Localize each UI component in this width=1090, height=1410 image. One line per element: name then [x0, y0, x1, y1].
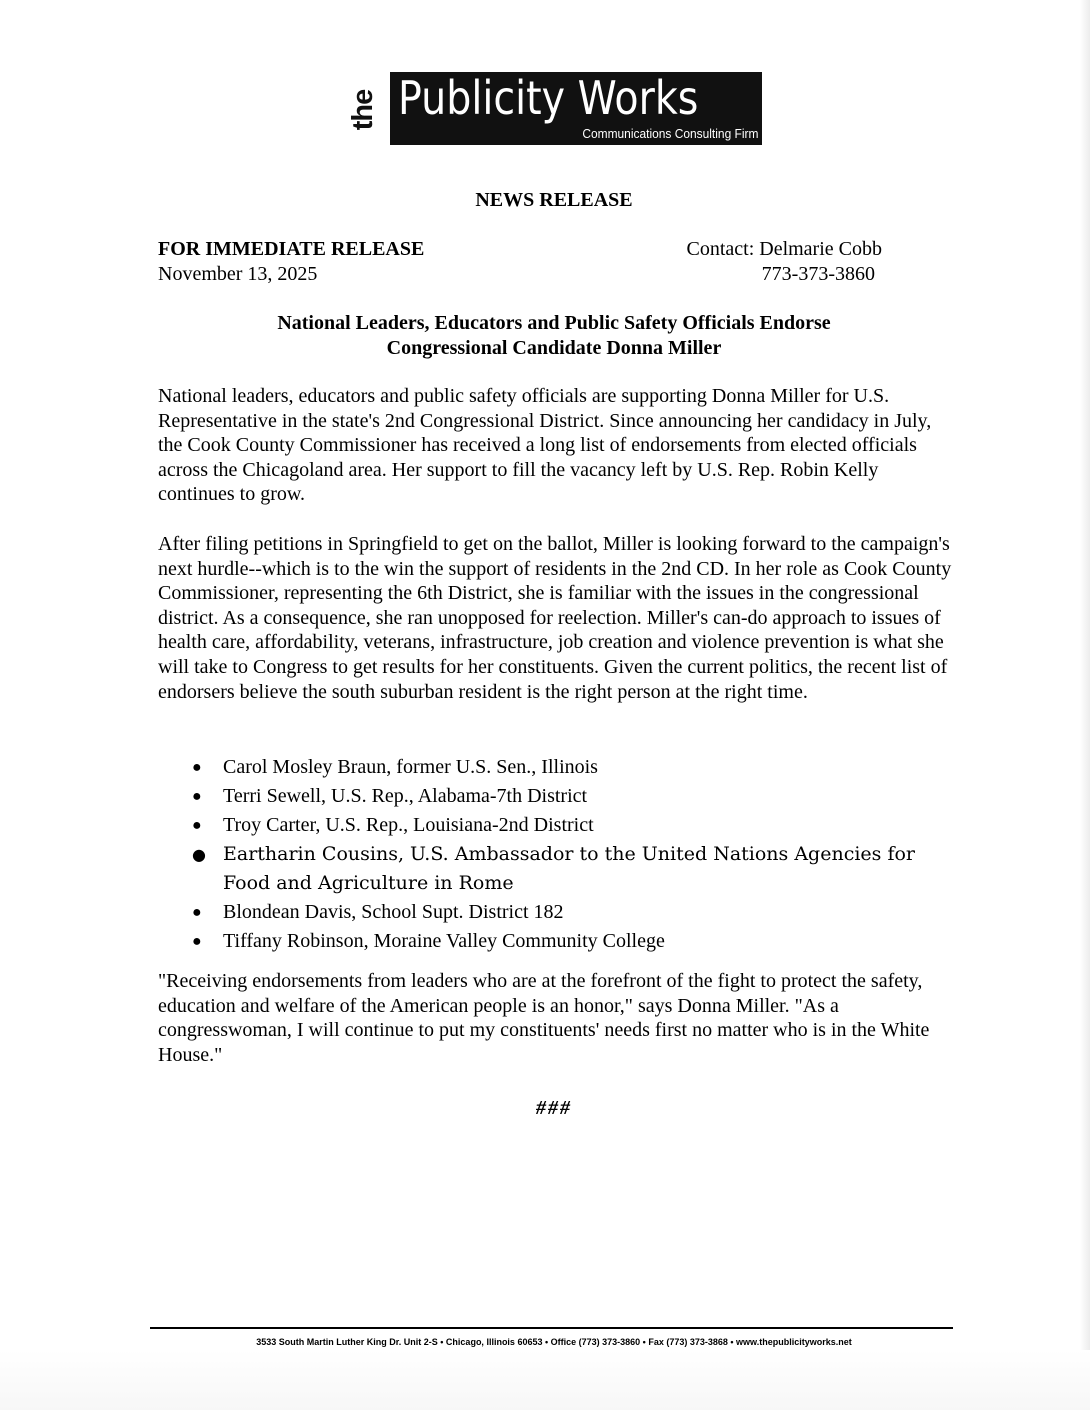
- logo-the-text: the: [347, 89, 379, 131]
- logo-tagline: Communications Consulting Firm: [581, 126, 758, 141]
- list-item-text: Blondean Davis, School Supt. District 182: [223, 901, 564, 923]
- body-paragraph-2: After filing petitions in Springfield to get on the ballot, Miller is looking forward to the campaign's next hurdle--which is to the win the support of residents in the 2nd CD. In her role as Cook County Commissioner, representing the 6th District, she is familiar with the issues in the congressional district. As a consequence, she ran unopposed for reelection. Miller's can-do approach to issues of health care, affordability, veterans, infrastructure, job creation and violence prevention is what she will take to Congress to get results for her constituents. Given the current politics, the recent list of endorsers believe the south suburban resident is the right person at the right time.: [158, 533, 952, 703]
- release-date: November 13, 2025: [158, 263, 318, 285]
- logo-box: [390, 72, 762, 145]
- bullet-icon: ●: [192, 759, 202, 776]
- contact-name: Contact: Delmarie Cobb: [686, 238, 882, 260]
- release-label: FOR IMMEDIATE RELEASE: [158, 238, 425, 260]
- bullet-icon: ●: [192, 904, 202, 921]
- list-item-text: Troy Carter, U.S. Rep., Louisiana-2nd District: [223, 814, 594, 836]
- bullet-icon: ●: [192, 817, 202, 834]
- headline-line-1: National Leaders, Educators and Public Safety Officials Endorse: [277, 312, 831, 334]
- page-bottom: [0, 1350, 1090, 1410]
- list-item-text: Terri Sewell, U.S. Rep., Alabama-7th District: [223, 785, 588, 807]
- list-item-text: Carol Mosley Braun, former U.S. Sen., Illinois: [223, 756, 598, 778]
- list-item: [190, 927, 960, 956]
- list-item: [190, 811, 960, 840]
- quote-paragraph: "Receiving endorsements from leaders who are at the forefront of the fight to protect the safety, education and welfare of the American people is an honor," says Donna Miller. "As a congresswoman, I will continue to put my constituents' needs first no matter who is in the White House.": [158, 970, 930, 1066]
- document-title: NEWS RELEASE: [475, 189, 633, 211]
- list-item: [190, 898, 960, 927]
- list-item: [190, 782, 960, 811]
- footer-divider: [150, 1327, 953, 1329]
- headline-line-2: Congressional Candidate Donna Miller: [386, 337, 722, 359]
- list-item: [190, 753, 960, 782]
- bullet-icon: ●: [192, 933, 202, 950]
- headline: [0, 311, 1090, 361]
- bullet-icon: ●: [192, 845, 206, 864]
- contact-phone: 773-373-3860: [761, 263, 875, 285]
- company-logo: [344, 72, 764, 146]
- logo-name: Publicity Works: [398, 71, 699, 125]
- list-item-text: Tiffany Robinson, Moraine Valley Community College: [223, 930, 665, 952]
- list-item: [190, 840, 960, 898]
- body-paragraph-1: National leaders, educators and public safety officials are supporting Donna Miller for U.S. Representative in the state's 2nd Congressional District. Since announcing her candidacy in July, the Cook County Commissioner has received a long list of endorsements from elected officials across the Chicagoland area. Her support to fill the vacancy left by U.S. Rep. Robin Kelly continues to grow.: [158, 385, 932, 506]
- end-mark: ###: [536, 1097, 572, 1119]
- footer-address: 3533 South Martin Luther King Dr. Unit 2-S • Chicago, Illinois 60653 • Office (773) 373-3860 • Fax (773) 373-3868 • www.thepublicityworks.net: [256, 1337, 852, 1347]
- endorsement-list: [190, 753, 960, 956]
- list-item-text: Eartharin Cousins, U.S. Ambassador to the United Nations Agencies for Food and Agriculture in Rome: [223, 843, 916, 894]
- bullet-icon: ●: [192, 788, 202, 805]
